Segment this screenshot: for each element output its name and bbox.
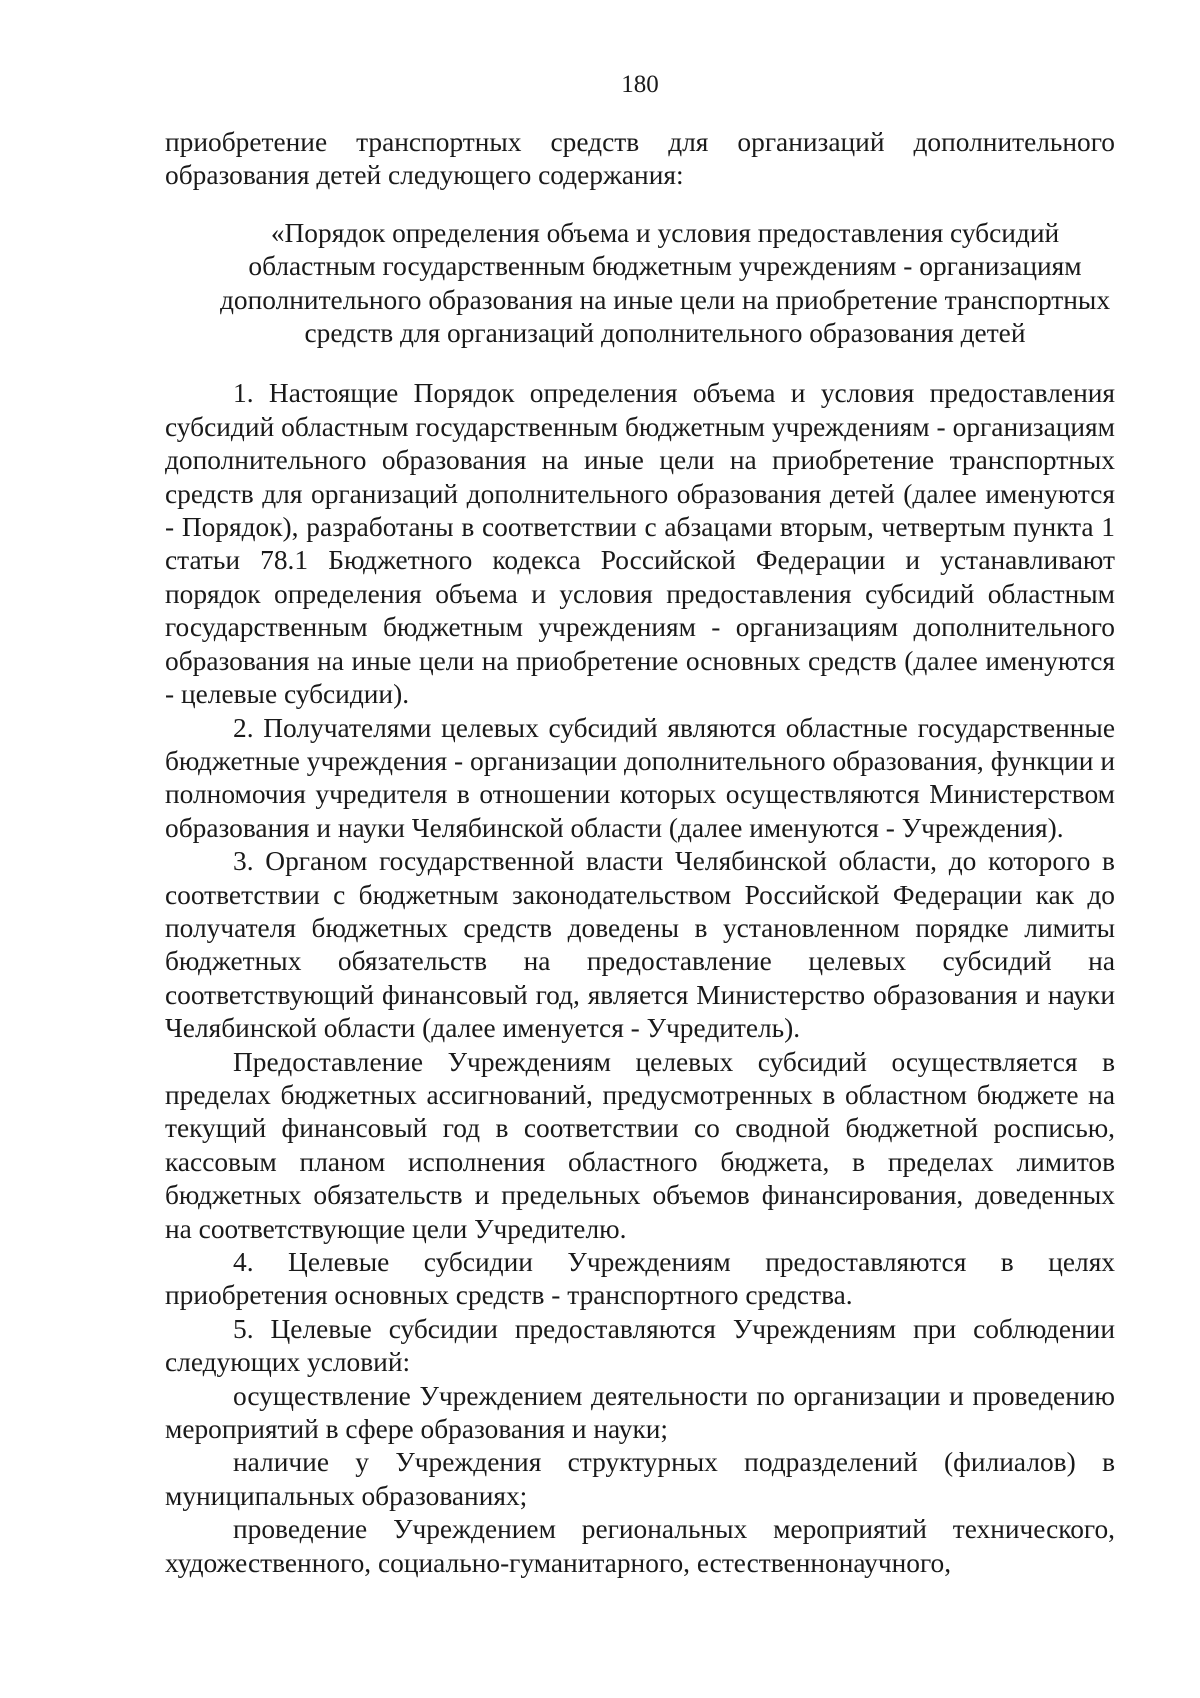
document-body [165, 126, 1115, 1580]
condition-item: проведение Учреждением региональных мероприятий технического, художественного, социально-гуманитарного, естественнонаучного, [165, 1514, 1115, 1578]
title-line: областным государственным бюджетным учреждениям - организациям [248, 251, 1082, 282]
paragraph-3-continued: Предоставление Учреждениям целевых субсидий осуществляется в пределах бюджетных ассигнований, предусмотренных в областном бюджете на текущий финансовый год в соответствии со сводной бюджетной росписью, кассовым планом исполнения областного бюджета, в пределах лимитов бюджетных обязательств и предельных объемов финансирования, доведенных на соответствующие цели Учредителю. [165, 1046, 1115, 1244]
paragraph-2: 2. Получателями целевых субсидий являются областные государственные бюджетные учреждения - организации дополнительного образования, функции и полномочия учредителя в отношении которых осуществляются Министерством образования и науки Челябинской области (далее именуются - Учреждения). [165, 712, 1115, 843]
paragraph-1: 1. Настоящие Порядок определения объема и условия предоставления субсидий областным государственным бюджетным учреждениям - организациям дополнительного образования на иные цели на приобретение транспортных средств для организаций дополнительного образования детей (далее именуются - Порядок), разработаны в соответствии с абзацами вторым, четвертым пункта 1 статьи 78.1 Бюджетного кодекса Российской Федерации и устанавливают порядок определения объема и условия предоставления субсидий областным государственным бюджетным учреждениям - организациям дополнительного образования на иные цели на приобретение основных средств (далее именуются - целевые субсидии). [165, 378, 1115, 710]
condition-item: осуществление Учреждением деятельности по организации и проведению мероприятий в сфере образования и науки; [165, 1380, 1115, 1445]
section-title [165, 217, 1115, 351]
paragraph-3: 3. Органом государственной власти Челябинской области, до которого в соответствии с бюджетным законодательством Российской Федерации как до получателя бюджетных средств доведены в установленном порядке лимиты бюджетных обязательств на предоставление целевых субсидий на соответствующий финансовый год, является Министерство образования и науки Челябинской области (далее именуется - Учредитель). [165, 846, 1115, 1044]
intro-paragraph: приобретение транспортных средств для организаций дополнительного образования детей следующего содержания: [165, 127, 1115, 191]
paragraph-5: 5. Целевые субсидии предоставляются Учреждениям при соблюдении следующих условий: [165, 1313, 1115, 1378]
page-number: 180 [621, 71, 659, 98]
condition-item: наличие у Учреждения структурных подразделений (филиалов) в муниципальных образованиях; [165, 1447, 1115, 1511]
title-line: средств для организаций дополнительного образования детей [304, 318, 1026, 349]
title-line: дополнительного образования на иные цели на приобретение транспортных [219, 284, 1111, 315]
paragraph-4: 4. Целевые субсидии Учреждениям предоставляются в целях приобретения основных средств - транспортного средства. [165, 1247, 1115, 1311]
title-line: «Порядок определения объема и условия предоставления субсидий [270, 217, 1060, 248]
